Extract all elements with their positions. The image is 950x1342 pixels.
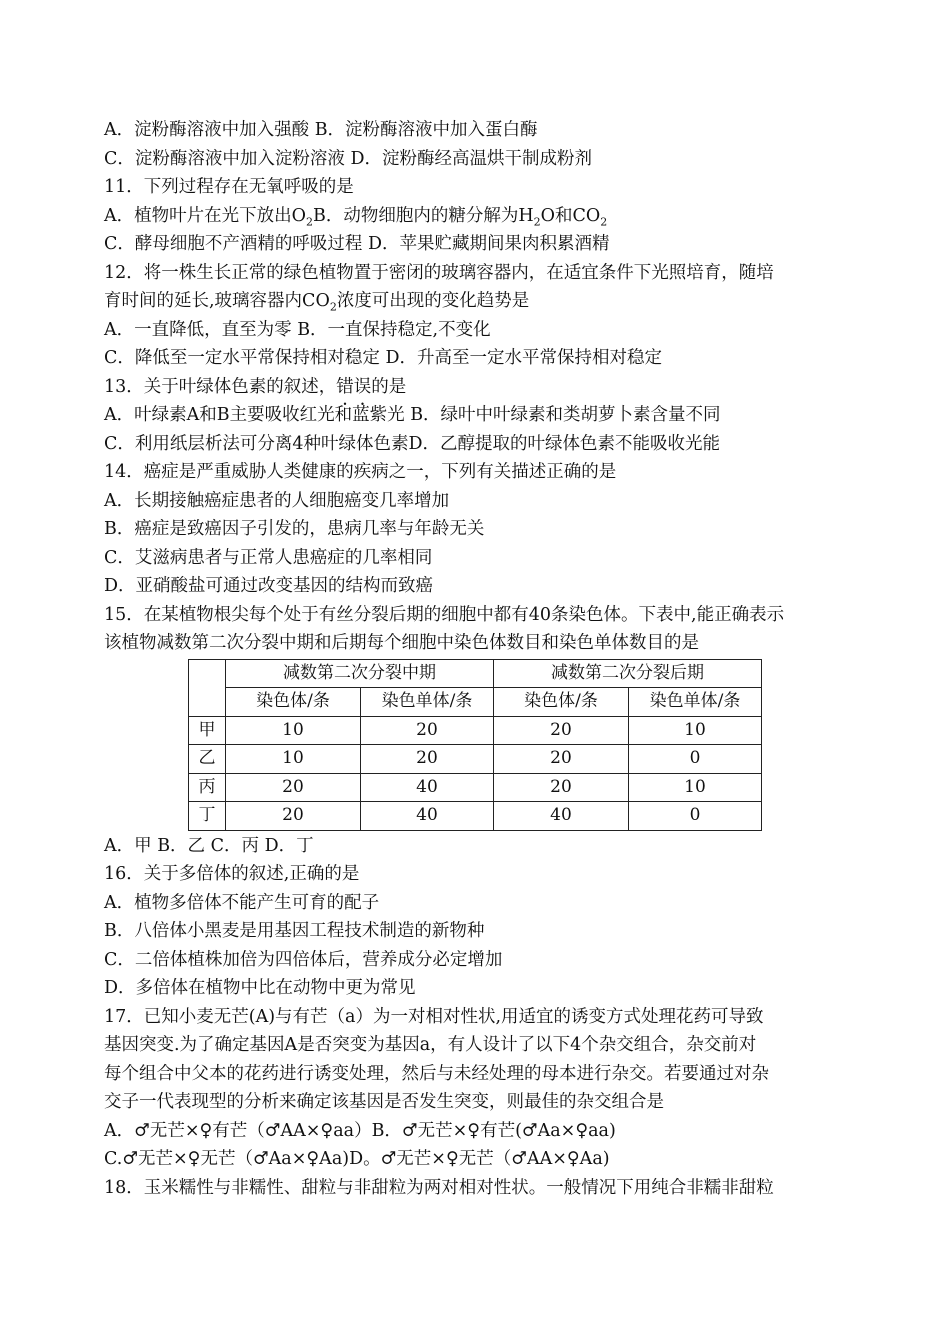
q11-stem: 11．下列过程存在无氧呼吸的是 — [104, 177, 354, 197]
table-cell: 20 — [226, 802, 361, 831]
q13-stem: 13．关于叶绿体色素的叙述，错误的是 — [104, 376, 407, 397]
q12-options-cd: C．降低至一定水平常保持相对稳定 D．升高至一定水平常保持相对稳定 — [104, 348, 662, 368]
table-header-row — [189, 659, 762, 688]
emphasis-char-1: 错 — [336, 376, 354, 397]
table-cell: 10 — [226, 716, 361, 745]
table-cell: 10 — [629, 716, 762, 745]
table-cell: 20 — [361, 745, 494, 774]
row-label: 甲 — [189, 716, 226, 745]
row-label: 乙 — [189, 745, 226, 774]
q12-options-ab: A．一直降低，直至为零 B．一直保持稳定,不变化 — [104, 319, 491, 340]
q16-option-d: D．多倍体在植物中比在动物中更为常见 — [104, 978, 416, 998]
q13-options-cd: C．利用纸层析法可分离4种叶绿体色素D．乙醇提取的叶绿体色素不能吸收光能 — [104, 433, 721, 454]
q14-option-b: B．癌症是致癌因子引发的，患病几率与年龄无关 — [104, 519, 485, 539]
table-cell: 10 — [629, 773, 762, 802]
q14-option-c: C．艾滋病患者与正常人患癌症的几率相同 — [104, 547, 433, 568]
q14-stem: 14．癌症是严重威胁人类健康的疾病之一，下列有关描述正确的是 — [104, 462, 617, 482]
table-cell: 40 — [361, 802, 494, 831]
table-cell: 20 — [494, 716, 629, 745]
q17-stem-line4: 交子一代表现型的分析来确定该基因是否发生突变，则最佳的杂交组合是 — [104, 1092, 664, 1112]
q17-options-ab: A．♂无芒×♀有芒（♂AA×♀aa）B．♂无芒×♀有芒(♂Aa×♀aa) — [104, 1120, 616, 1141]
table-row — [189, 802, 762, 831]
q16-stem: 16．关于多倍体的叙述,正确的是 — [104, 864, 360, 884]
table-row — [189, 773, 762, 802]
table-subheader-row — [189, 688, 762, 717]
q17-stem-line2: 基因突变.为了确定基因A是否突变为基因a，有人设计了以下4个杂交组合，杂交前对 — [104, 1035, 757, 1055]
q10-options-ab: A．淀粉酶溶液中加入强酸 B．淀粉酶溶液中加入蛋白酶 — [104, 120, 538, 140]
q12-stem-line2: 育时间的延长,玻璃容器内$CO_2$浓度可出现的变化趋势是 — [104, 291, 530, 314]
table-group-header: 减数第二次分裂后期 — [494, 659, 762, 688]
table-cell: 20 — [494, 745, 629, 774]
table-cell: 0 — [629, 745, 762, 774]
q17-stem-line1: 17．已知小麦无芒(A)与有芒（a）为一对相对性状,用适宜的诱变方式处理花药可导致 — [104, 1006, 764, 1027]
emphasis-char-2: 误 — [353, 376, 372, 397]
q13-options-ab: A．叶绿素A和B主要吸收红光和蓝紫光 B．绿叶中叶绿素和类胡萝卜素含量不同 — [104, 405, 721, 425]
table-row — [189, 716, 762, 745]
q17-stem-line3: 每个组合中父本的花药进行诱变处理，然后与未经处理的母本进行杂交。若要通过对杂 — [104, 1063, 769, 1084]
table-corner-cell — [189, 659, 226, 716]
q12-stem-line1: 12．将一株生长正常的绿色植物置于密闭的玻璃容器内，在适宜条件下光照培育，随培 — [104, 262, 774, 283]
table-sub-header: 染色单体/条 — [361, 688, 494, 717]
table-row — [189, 745, 762, 774]
table-cell: 10 — [226, 745, 361, 774]
q11-options-ab: A．植物叶片在光下放出$O_2B$．动物细胞内的糖分解为$H_2O$和$CO_2$ — [104, 205, 608, 228]
exam-page — [104, 116, 856, 1202]
q16-option-b: B．八倍体小黑麦是用基因工程技术制造的新物种 — [104, 921, 485, 941]
chromosome-table — [188, 659, 762, 831]
table-sub-header: 染色单体/条 — [629, 688, 762, 717]
q14-option-d: D．亚硝酸盐可通过改变基因的结构而致癌 — [104, 576, 434, 596]
table-cell: 40 — [494, 802, 629, 831]
table-sub-header: 染色体/条 — [226, 688, 361, 717]
row-label: 丙 — [189, 773, 226, 802]
q11-options-cd: C．酵母细胞不产酒精的呼吸过程 D．苹果贮藏期间果肉积累酒精 — [104, 234, 610, 254]
table-sub-header: 染色体/条 — [494, 688, 629, 717]
q14-option-a: A．长期接触癌症患者的人细胞癌变几率增加 — [104, 490, 450, 511]
table-cell: 20 — [226, 773, 361, 802]
table-group-header: 减数第二次分裂中期 — [226, 659, 494, 688]
q16-option-a: A．植物多倍体不能产生可育的配子 — [104, 892, 380, 913]
q10-options-cd: C．淀粉酶溶液中加入淀粉溶液 D．淀粉酶经高温烘干制成粉剂 — [104, 148, 592, 169]
table-cell: 40 — [361, 773, 494, 802]
q17-options-cd: C.♂无芒×♀无芒（♂Aa×♀Aa)D。♂无芒×♀无芒（♂AA×♀Aa) — [104, 1149, 610, 1169]
table-cell: 20 — [494, 773, 629, 802]
table-cell: 20 — [361, 716, 494, 745]
q16-option-c: C．二倍体植株加倍为四倍体后，营养成分必定增加 — [104, 949, 503, 970]
q18-stem-line1: 18．玉米糯性与非糯性、甜粒与非甜粒为两对相对性状。一般情况下用纯合非糯非甜粒 — [104, 1177, 774, 1198]
q15-stem-line2: 该植物减数第二次分裂中期和后期每个细胞中染色体数目和染色单体数目的是 — [104, 633, 699, 653]
row-label: 丁 — [189, 802, 226, 831]
q15-options: A．甲 B．乙 C．丙 D．丁 — [104, 835, 314, 856]
q15-stem-line1: 15．在某植物根尖每个处于有丝分裂后期的细胞中都有40条染色体。下表中,能正确表示 — [104, 604, 785, 625]
table-cell: 0 — [629, 802, 762, 831]
